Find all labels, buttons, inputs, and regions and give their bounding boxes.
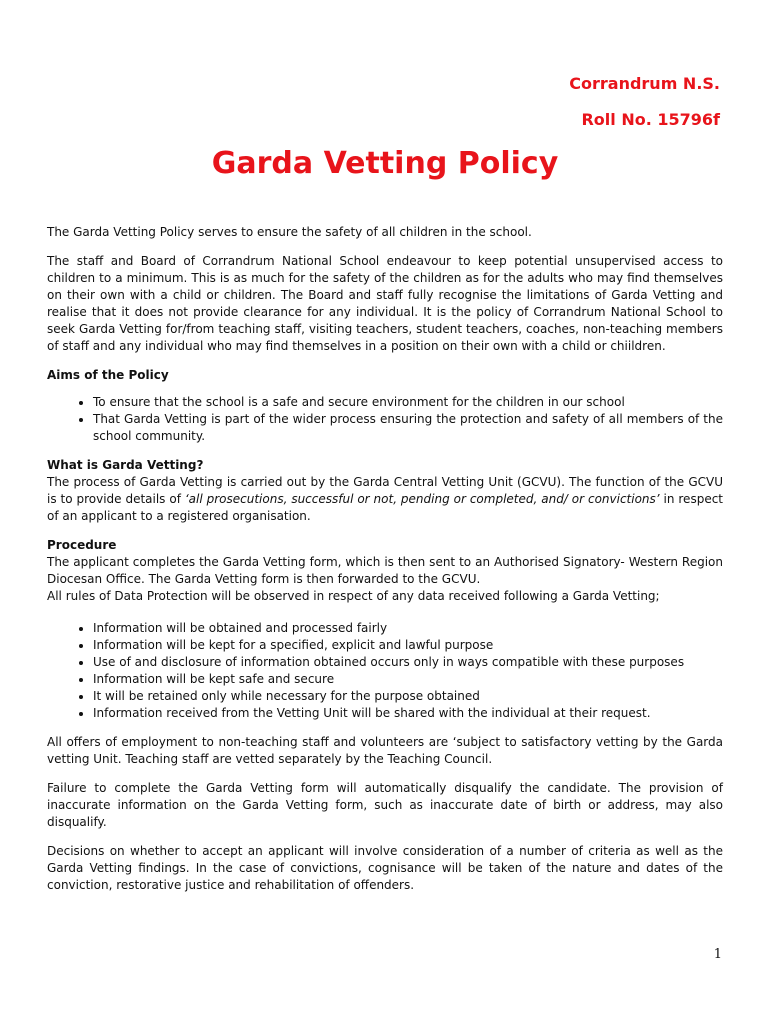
data-protection-list: [47, 620, 723, 722]
what-is-vetting-paragraph: [47, 474, 723, 525]
aims-heading: Aims of the Policy: [47, 368, 169, 382]
decisions-paragraph: Decisions on whether to accept an applicant will involve consideration of a number of criteria as well as the Garda Vetting findings. In the case of convictions, cognisance will be taken of the nature and dates of the conviction, restorative justice and rehabilitation of offenders.: [47, 844, 723, 892]
what-is-vetting-heading: What is Garda Vetting?: [47, 458, 204, 472]
staff-board-paragraph: The staff and Board of Corrandrum National School endeavour to keep potential unsupervised access to children to a minimum. This is as much for the safety of the children as for the adults who may find themselves on their own with a child or children. The Board and staff fully recognise the limitations of Garda Vetting and realise that it does not provide clearance for any individual. It is the policy of Corrandrum National School to seek Garda Vetting for/from teaching staff, visiting teachers, student teachers, coaches, non-teaching members of staff and any individual who may find themselves in a position on their own with a child or chiildren.: [47, 254, 723, 353]
data-protection-paragraph: All rules of Data Protection will be observed in respect of any data received following a Garda Vetting;: [47, 589, 660, 603]
roll-number: Roll No. 15796f: [581, 110, 720, 129]
list-item: • That Garda Vetting is part of the wider process ensuring the protection and safety of all members of the school community.: [93, 411, 723, 445]
list-item: • Information will be kept safe and secure: [93, 671, 723, 688]
convictions-quote: ‘all prosecutions, successful or not, pending or completed, and/ or convictions’: [184, 492, 660, 506]
list-item: • To ensure that the school is a safe and secure environment for the children in our school: [93, 394, 723, 411]
list-item: • Information will be obtained and processed fairly: [93, 620, 723, 637]
page-title: Garda Vetting Policy: [211, 146, 559, 181]
offers-paragraph: All offers of employment to non-teaching staff and volunteers are ‘subject to satisfactory vetting by the Garda vetting Unit. Teaching staff are vetted separately by the Teaching Council.: [47, 735, 723, 766]
list-item: • It will be retained only while necessary for the purpose obtained: [93, 688, 723, 705]
intro-paragraph: The Garda Vetting Policy serves to ensure the safety of all children in the school.: [47, 225, 532, 239]
document-body: [47, 224, 723, 894]
school-name: Corrandrum N.S.: [569, 74, 720, 93]
page-number: 1: [713, 947, 722, 962]
aims-list: [47, 394, 723, 445]
list-item: • Information will be kept for a specified, explicit and lawful purpose: [93, 637, 723, 654]
list-item: • Use of and disclosure of information obtained occurs only in ways compatible with these purposes: [93, 654, 723, 671]
procedure-paragraph: The applicant completes the Garda Vetting form, which is then sent to an Authorised Signatory- Western Region Diocesan Office. The Garda Vetting form is then forwarded to the GCVU.: [47, 555, 723, 586]
procedure-heading: Procedure: [47, 538, 117, 552]
what-text-end: in respect of an applicant to a registered organisation.: [47, 492, 723, 523]
what-text-start: The process of Garda Vetting is carried out by the Garda Central Vetting Unit (GCVU). The function of the GCVU is to provide details of: [47, 475, 723, 506]
failure-paragraph: Failure to complete the Garda Vetting form will automatically disqualify the candidate. The provision of inaccurate information on the Garda Vetting form, such as inaccurate date of birth or address, may also disqualify.: [47, 781, 723, 829]
list-item: • Information received from the Vetting Unit will be shared with the individual at their request.: [93, 705, 723, 722]
